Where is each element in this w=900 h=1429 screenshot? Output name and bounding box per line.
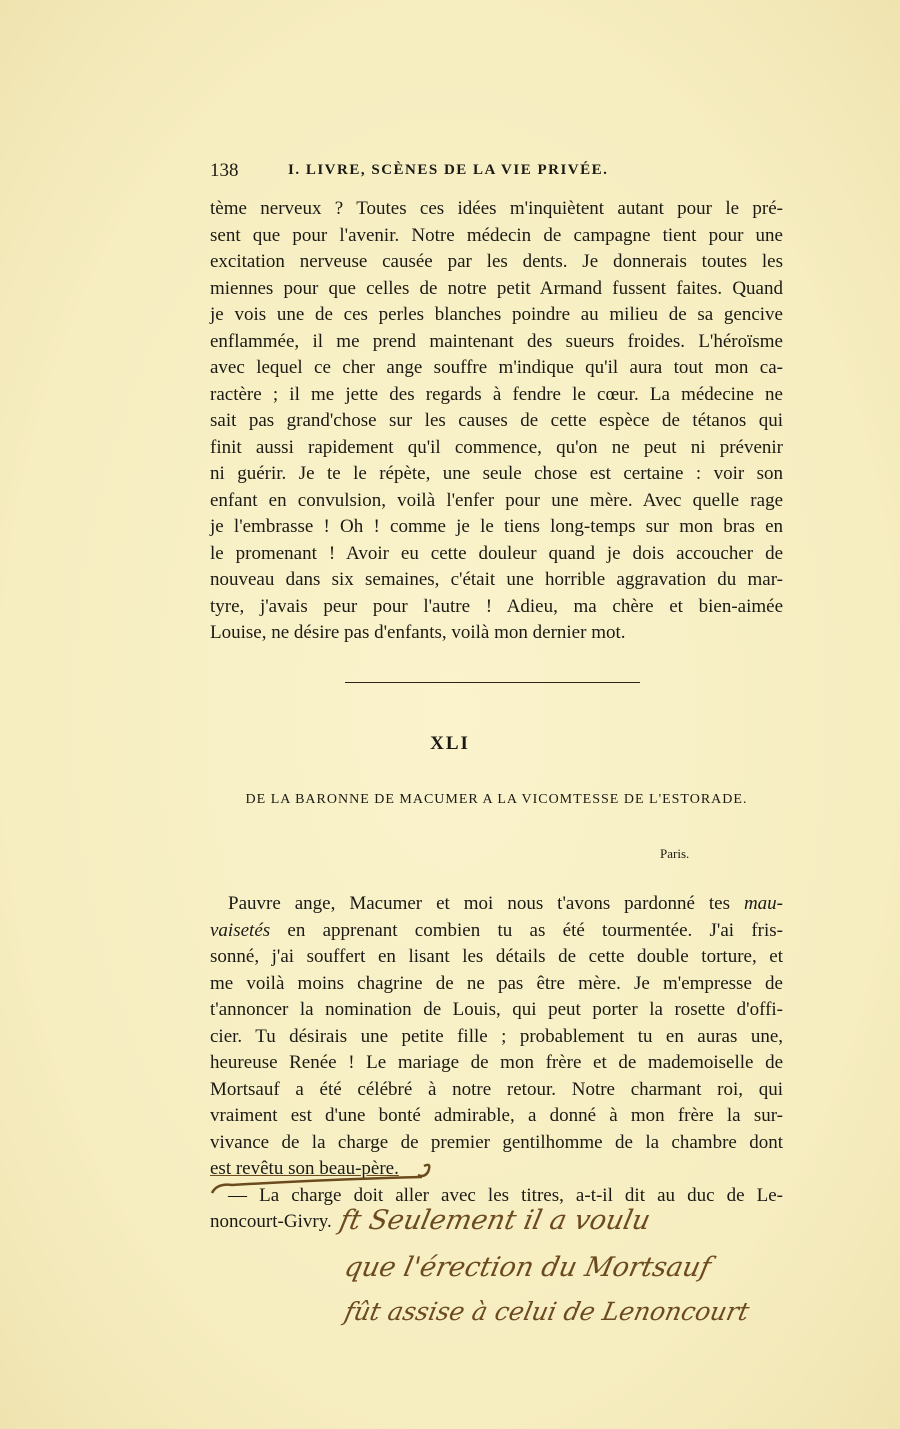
- text-line: tème nerveux ? Toutes ces idées m'inquiètent autant pour le pré-: [210, 198, 783, 219]
- text-line: je vois une de ces perles blanches poindre au milieu de sa gencive: [210, 304, 783, 325]
- text-line: Louise, ne désire pas d'enfants, voilà mon dernier mot.: [210, 622, 626, 643]
- handwritten-line: que l'érection du Mortsauf: [341, 1252, 714, 1283]
- page-number: 138: [210, 160, 239, 181]
- text-line: enflammée, il me prend maintenant des sueurs froides. L'héroïsme: [210, 330, 783, 352]
- text-line: heureuse Renée ! Le mariage de mon frère et de mademoiselle de: [210, 1052, 783, 1073]
- handwritten-line: ft Seulement il a voulu: [336, 1205, 654, 1236]
- text-line: ni guérir. Je te le répète, une seule chose est certaine : voir son: [210, 463, 783, 484]
- text-line: — La charge doit aller avec les titres, a-t-il dit au duc de Le-: [228, 1184, 783, 1206]
- text-line: cier. Tu désirais une petite fille ; probablement tu en auras une,: [210, 1025, 783, 1047]
- text-line: le promenant ! Avoir eu cette douleur quand je dois accoucher de: [210, 542, 783, 564]
- text-line: Mortsauf a été célébré à notre retour. Notre charmant roi, qui: [210, 1078, 783, 1100]
- text-line: sait pas grand'chose sur les causes de cette espèce de tétanos qui: [210, 410, 783, 431]
- text-line: nouveau dans six semaines, c'était une horrible aggravation du mar-: [210, 569, 783, 590]
- text-line: ractère ; il me jette des regards à fendre le cœur. La médecine ne: [210, 383, 783, 405]
- italic-word: vaisetés: [210, 919, 271, 941]
- text-line: finit aussi rapidement qu'il commence, qu'on ne peut ni prévenir: [210, 436, 783, 458]
- text-line: avec lequel ce cher ange souffre m'indique qu'il aura tout mon ca-: [210, 357, 783, 378]
- chapter-number: XLI: [430, 733, 470, 754]
- insertion-line: [212, 1177, 422, 1193]
- underlined-text: est revêtu son beau-père.: [210, 1158, 399, 1179]
- text-line: tyre, j'avais peur pour l'autre ! Adieu, ma chère et bien-aimée: [210, 595, 783, 617]
- text-line: je l'embrasse ! Oh ! comme je le tiens long-temps sur mon bras en: [210, 516, 783, 537]
- text-line: sonné, j'ai souffert en lisant les détails de cette double torture, et: [210, 946, 783, 967]
- text-line: miennes pour que celles de notre petit Armand fussent faites. Quand: [210, 277, 783, 299]
- text-line: vivance de la charge de premier gentilhomme de la chambre dont: [210, 1131, 783, 1153]
- running-title: I. LIVRE, SCÈNES DE LA VIE PRIVÉE.: [288, 162, 609, 178]
- text-line: enfant en convulsion, voilà l'enfer pour une mère. Avec quelle rage: [210, 489, 783, 511]
- insertion-mark: [418, 1165, 429, 1176]
- text-line: me voilà moins chagrine de ne pas être mère. Je m'empresse de: [210, 972, 783, 994]
- chapter-heading: DE LA BARONNE DE MACUMER A LA VICOMTESSE DE L'ESTORADE.: [245, 792, 748, 807]
- text-span: en apprenant combien tu as été tourmentée. J'ai fris-: [270, 919, 783, 941]
- text-span: Pauvre ange, Macumer et moi nous t'avons pardonné tes: [228, 893, 744, 914]
- italic-word: mau-: [743, 893, 783, 914]
- handwritten-line: fût assise à celui de Lenoncourt: [341, 1297, 752, 1326]
- letter-place: Paris.: [660, 846, 690, 861]
- text-line: excitation nerveuse causée par les dents. Je donnerais toutes les: [210, 251, 783, 272]
- text-line: vraiment est d'une bonté admirable, a donné à mon frère la sur-: [210, 1105, 783, 1126]
- text-line: t'annoncer la nomination de Louis, qui peut porter la rosette d'offi-: [210, 999, 783, 1020]
- text-line: noncourt-Givry.: [210, 1211, 332, 1232]
- text-line: sent que pour l'avenir. Notre médecin de campagne tient pour une: [210, 224, 783, 246]
